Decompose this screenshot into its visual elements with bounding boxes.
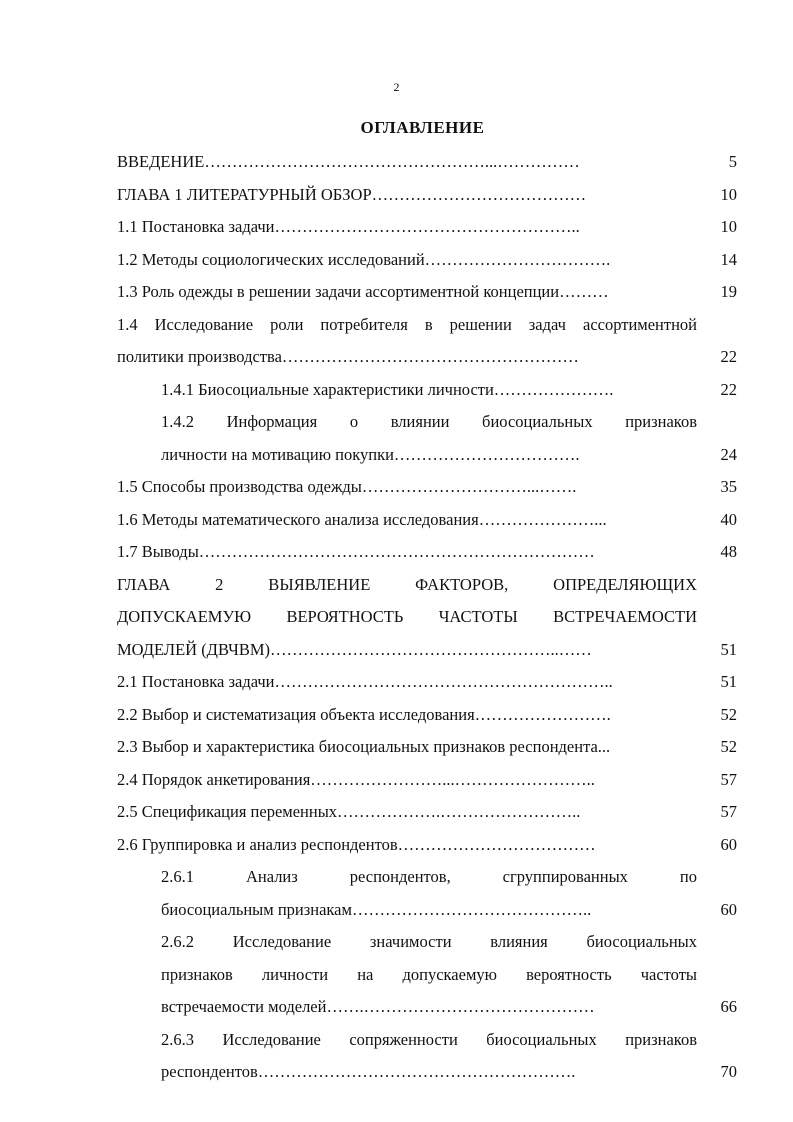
toc-entry-2-6-2-line-2[interactable]: признаков личности на допускаемую вероятность частоты [161,964,697,984]
toc-entry-1-4-2-line-2[interactable]: личности на мотивацию покупки……………………………. 24 [161,444,737,464]
toc-entry-1-4-line-1[interactable]: 1.4 Исследование роли потребителя в решении задач ассортиментной [117,314,697,334]
toc-entry-2-4[interactable]: 2.4 Порядок анкетирования……………………...…………………….. 57 [117,769,737,789]
toc-entry-2-1[interactable]: 2.1 Постановка задачи…………………………………………………….. 51 [117,672,737,691]
toc-entry-2-5[interactable]: 2.5 Спецификация переменных……………….…………………….. 57 [117,802,737,821]
toc-entry-2-6-1-line-1[interactable]: 2.6.1 Анализ респондентов, сгруппированных по [161,867,697,886]
toc-entry-1-2[interactable]: 1.2 Методы социологических исследований……………………………. 14 [117,249,737,269]
toc-entry-chapter-2-line-1[interactable]: ГЛАВА 2 ВЫЯВЛЕНИЕ ФАКТОРОВ, ОПРЕДЕЛЯЮЩИХ [117,574,697,594]
toc-entry-1-5[interactable]: 1.5 Способы производства одежды…………………………...……. 35 [117,477,737,496]
toc-entry-introduction[interactable]: ВВЕДЕНИЕ……………………………………………...…………… 5 [117,152,737,171]
toc-entry-2-6-2-line-3[interactable]: встречаемости моделей…….…………………………………… 66 [161,997,737,1016]
toc-title: ОГЛАВЛЕНИЕ [360,118,485,137]
toc-entry-1-4-line-2[interactable]: политики производства……………………………………………… 22 [117,347,737,366]
toc-entry-chapter-2-line-3[interactable]: МОДЕЛЕЙ (ДВЧВМ)……………………………………………..…… 51 [117,639,737,659]
toc-entry-2-6[interactable]: 2.6 Группировка и анализ респондентов……………………………… 60 [117,834,737,854]
toc-entry-2-3[interactable]: 2.3 Выбор и характеристика биосоциальных признаков респондента... 52 [117,737,737,756]
toc-entry-1-3[interactable]: 1.3 Роль одежды в решении задачи ассортиментной концепции……… 19 [117,282,737,301]
toc-entry-1-4-1[interactable]: 1.4.1 Биосоциальные характеристики личности…………………. 22 [161,379,737,399]
toc-entry-2-6-2-line-1[interactable]: 2.6.2 Исследование значимости влияния биосоциальных [161,932,697,951]
toc-entry-1-7[interactable]: 1.7 Выводы……………………………………………………………… 48 [117,542,737,561]
toc-entry-chapter-1[interactable]: ГЛАВА 1 ЛИТЕРАТУРНЫЙ ОБЗОР………………………………… 10 [117,184,737,204]
page-number: 2 [393,80,400,94]
toc-entry-2-6-3-line-2[interactable]: респондентов…………………………………………………. 70 [161,1062,737,1081]
table-of-contents [117,146,737,1089]
toc-entry-1-1[interactable]: 1.1 Постановка задачи……………………………………………….. 10 [117,217,737,236]
toc-entry-2-6-3-line-1[interactable]: 2.6.3 Исследование сопряженности биосоциальных признаков [161,1029,697,1049]
toc-entry-1-6[interactable]: 1.6 Методы математического анализа исследования…………………... 40 [117,509,737,529]
toc-entry-chapter-2-line-2[interactable]: ДОПУСКАЕМУЮ ВЕРОЯТНОСТЬ ЧАСТОТЫ ВСТРЕЧАЕМОСТИ [117,607,697,626]
toc-entry-1-4-2-line-1[interactable]: 1.4.2 Информация о влиянии биосоциальных признаков [161,412,697,431]
toc-entry-2-6-1-line-2[interactable]: биосоциальным признакам…………………………………….. 60 [161,899,737,919]
toc-entry-2-2[interactable]: 2.2 Выбор и систематизация объекта исследования……………………. 52 [117,704,737,724]
